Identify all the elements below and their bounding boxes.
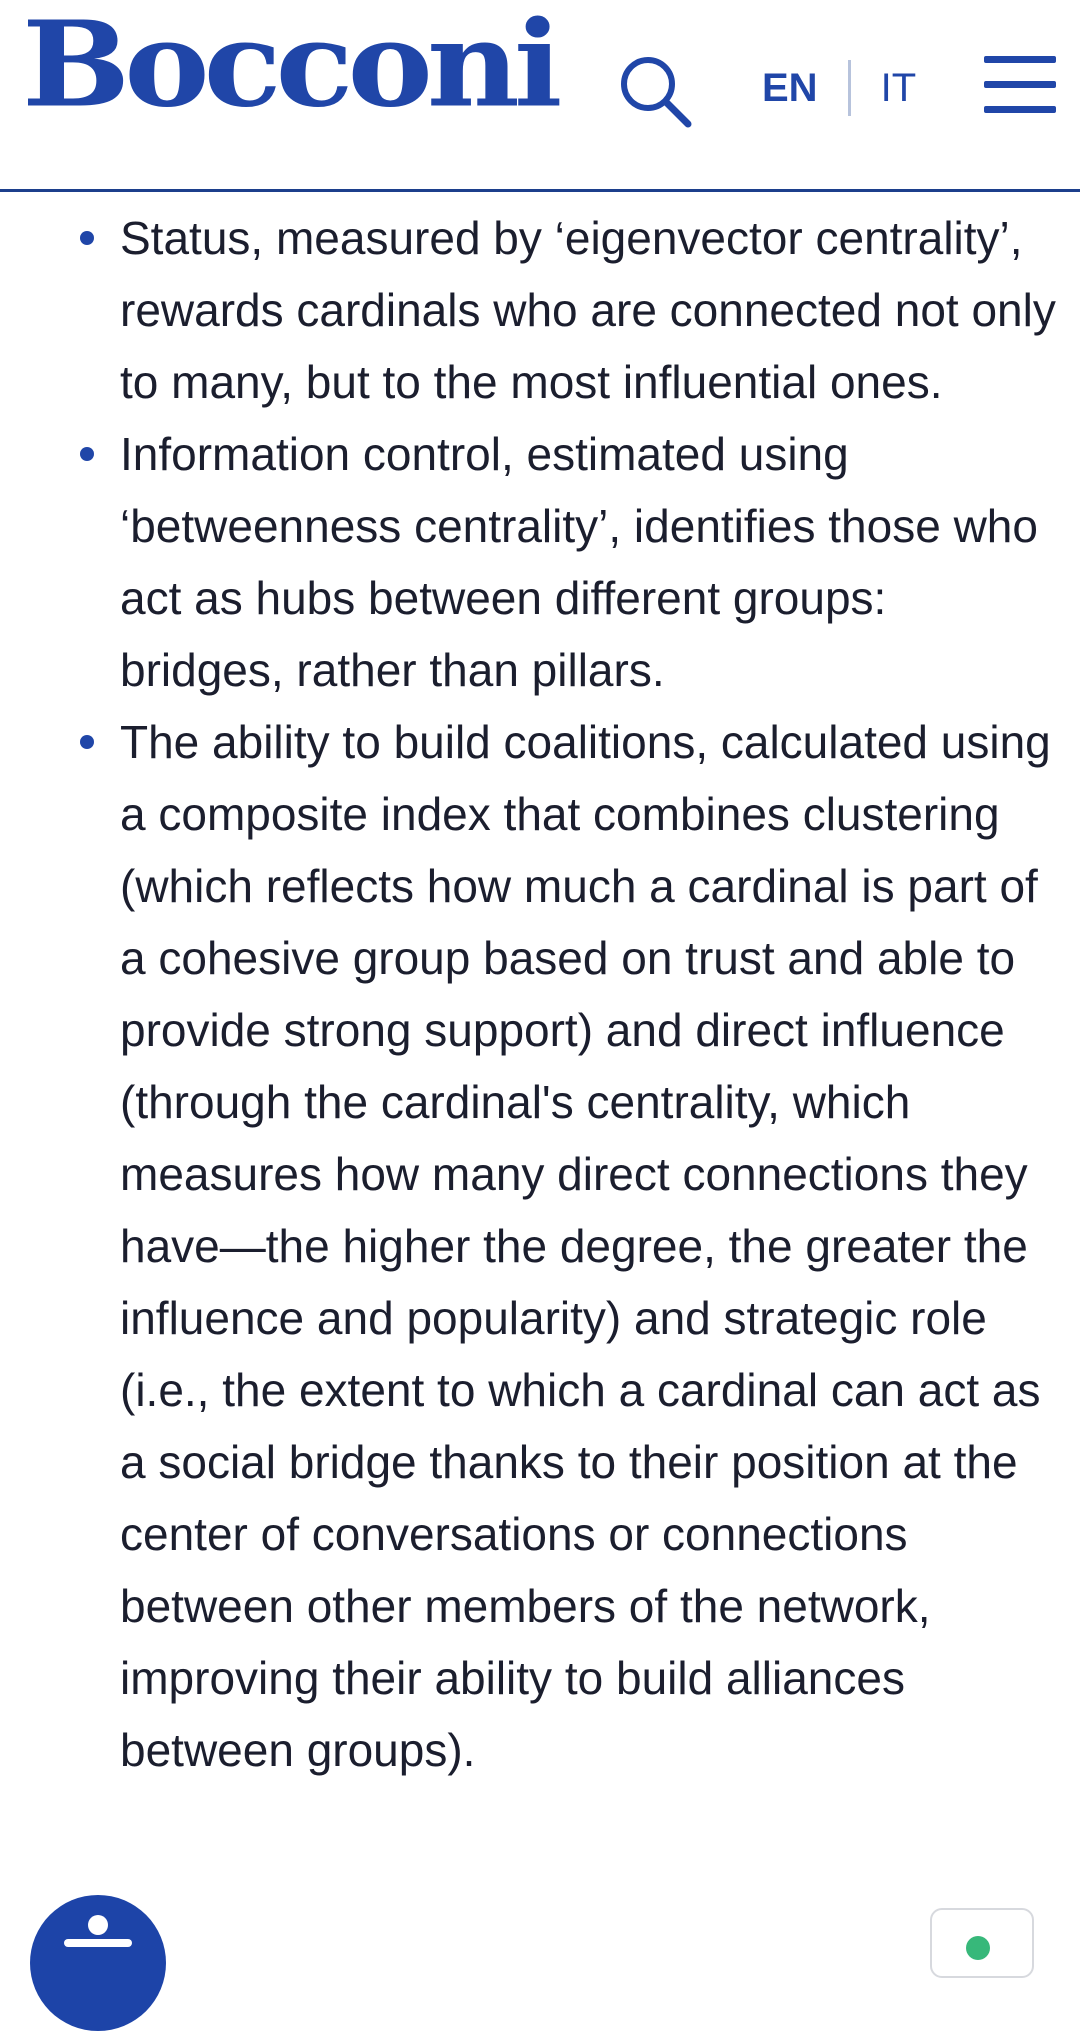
search-button[interactable]	[616, 52, 694, 130]
language-en-link[interactable]: EN	[762, 65, 818, 110]
language-it-link[interactable]: IT	[880, 65, 917, 110]
bullet-list	[0, 202, 1080, 1786]
list-item-text: Status, measured by ‘eigenvector centrality’, rewards cardinals who are connected not only to many, but to the most influential ones.	[120, 212, 1056, 408]
bullet-icon	[80, 447, 94, 461]
bullet-icon	[80, 231, 94, 245]
list-item-text: The ability to build coalitions, calculated using a composite index that combines clustering (which reflects how much a cardinal is part of a cohesive group based on trust and able to provide strong support) and direct influence (through the cardinal's centrality, which measures how many direct connections they have—the higher the degree, the greater the influence and popularity) and strategic role (i.e., the extent to which a cardinal can act as a social bridge thanks to their position at the center of conversations or connections between other members of the network, improving their ability to build alliances between groups).	[120, 716, 1051, 1776]
chat-status-icon	[966, 1936, 990, 1960]
language-divider	[848, 60, 851, 116]
list-item-text: Information control, estimated using ‘betweenness centrality’, identifies those who act as hubs between different groups: bridges, rather than pillars.	[120, 428, 1038, 696]
bocconi-logo[interactable]: Bocconi	[22, 0, 557, 134]
list-item	[0, 706, 1080, 1786]
site-header	[0, 0, 1080, 192]
chat-widget-button[interactable]	[930, 1908, 1034, 1978]
menu-button[interactable]	[984, 56, 1056, 114]
language-switcher	[762, 58, 916, 118]
list-item	[0, 418, 1080, 706]
bullet-icon	[80, 735, 94, 749]
list-item	[0, 202, 1080, 418]
article-content	[0, 192, 1080, 1952]
search-icon	[616, 52, 694, 130]
accessibility-button[interactable]	[30, 1895, 166, 2031]
